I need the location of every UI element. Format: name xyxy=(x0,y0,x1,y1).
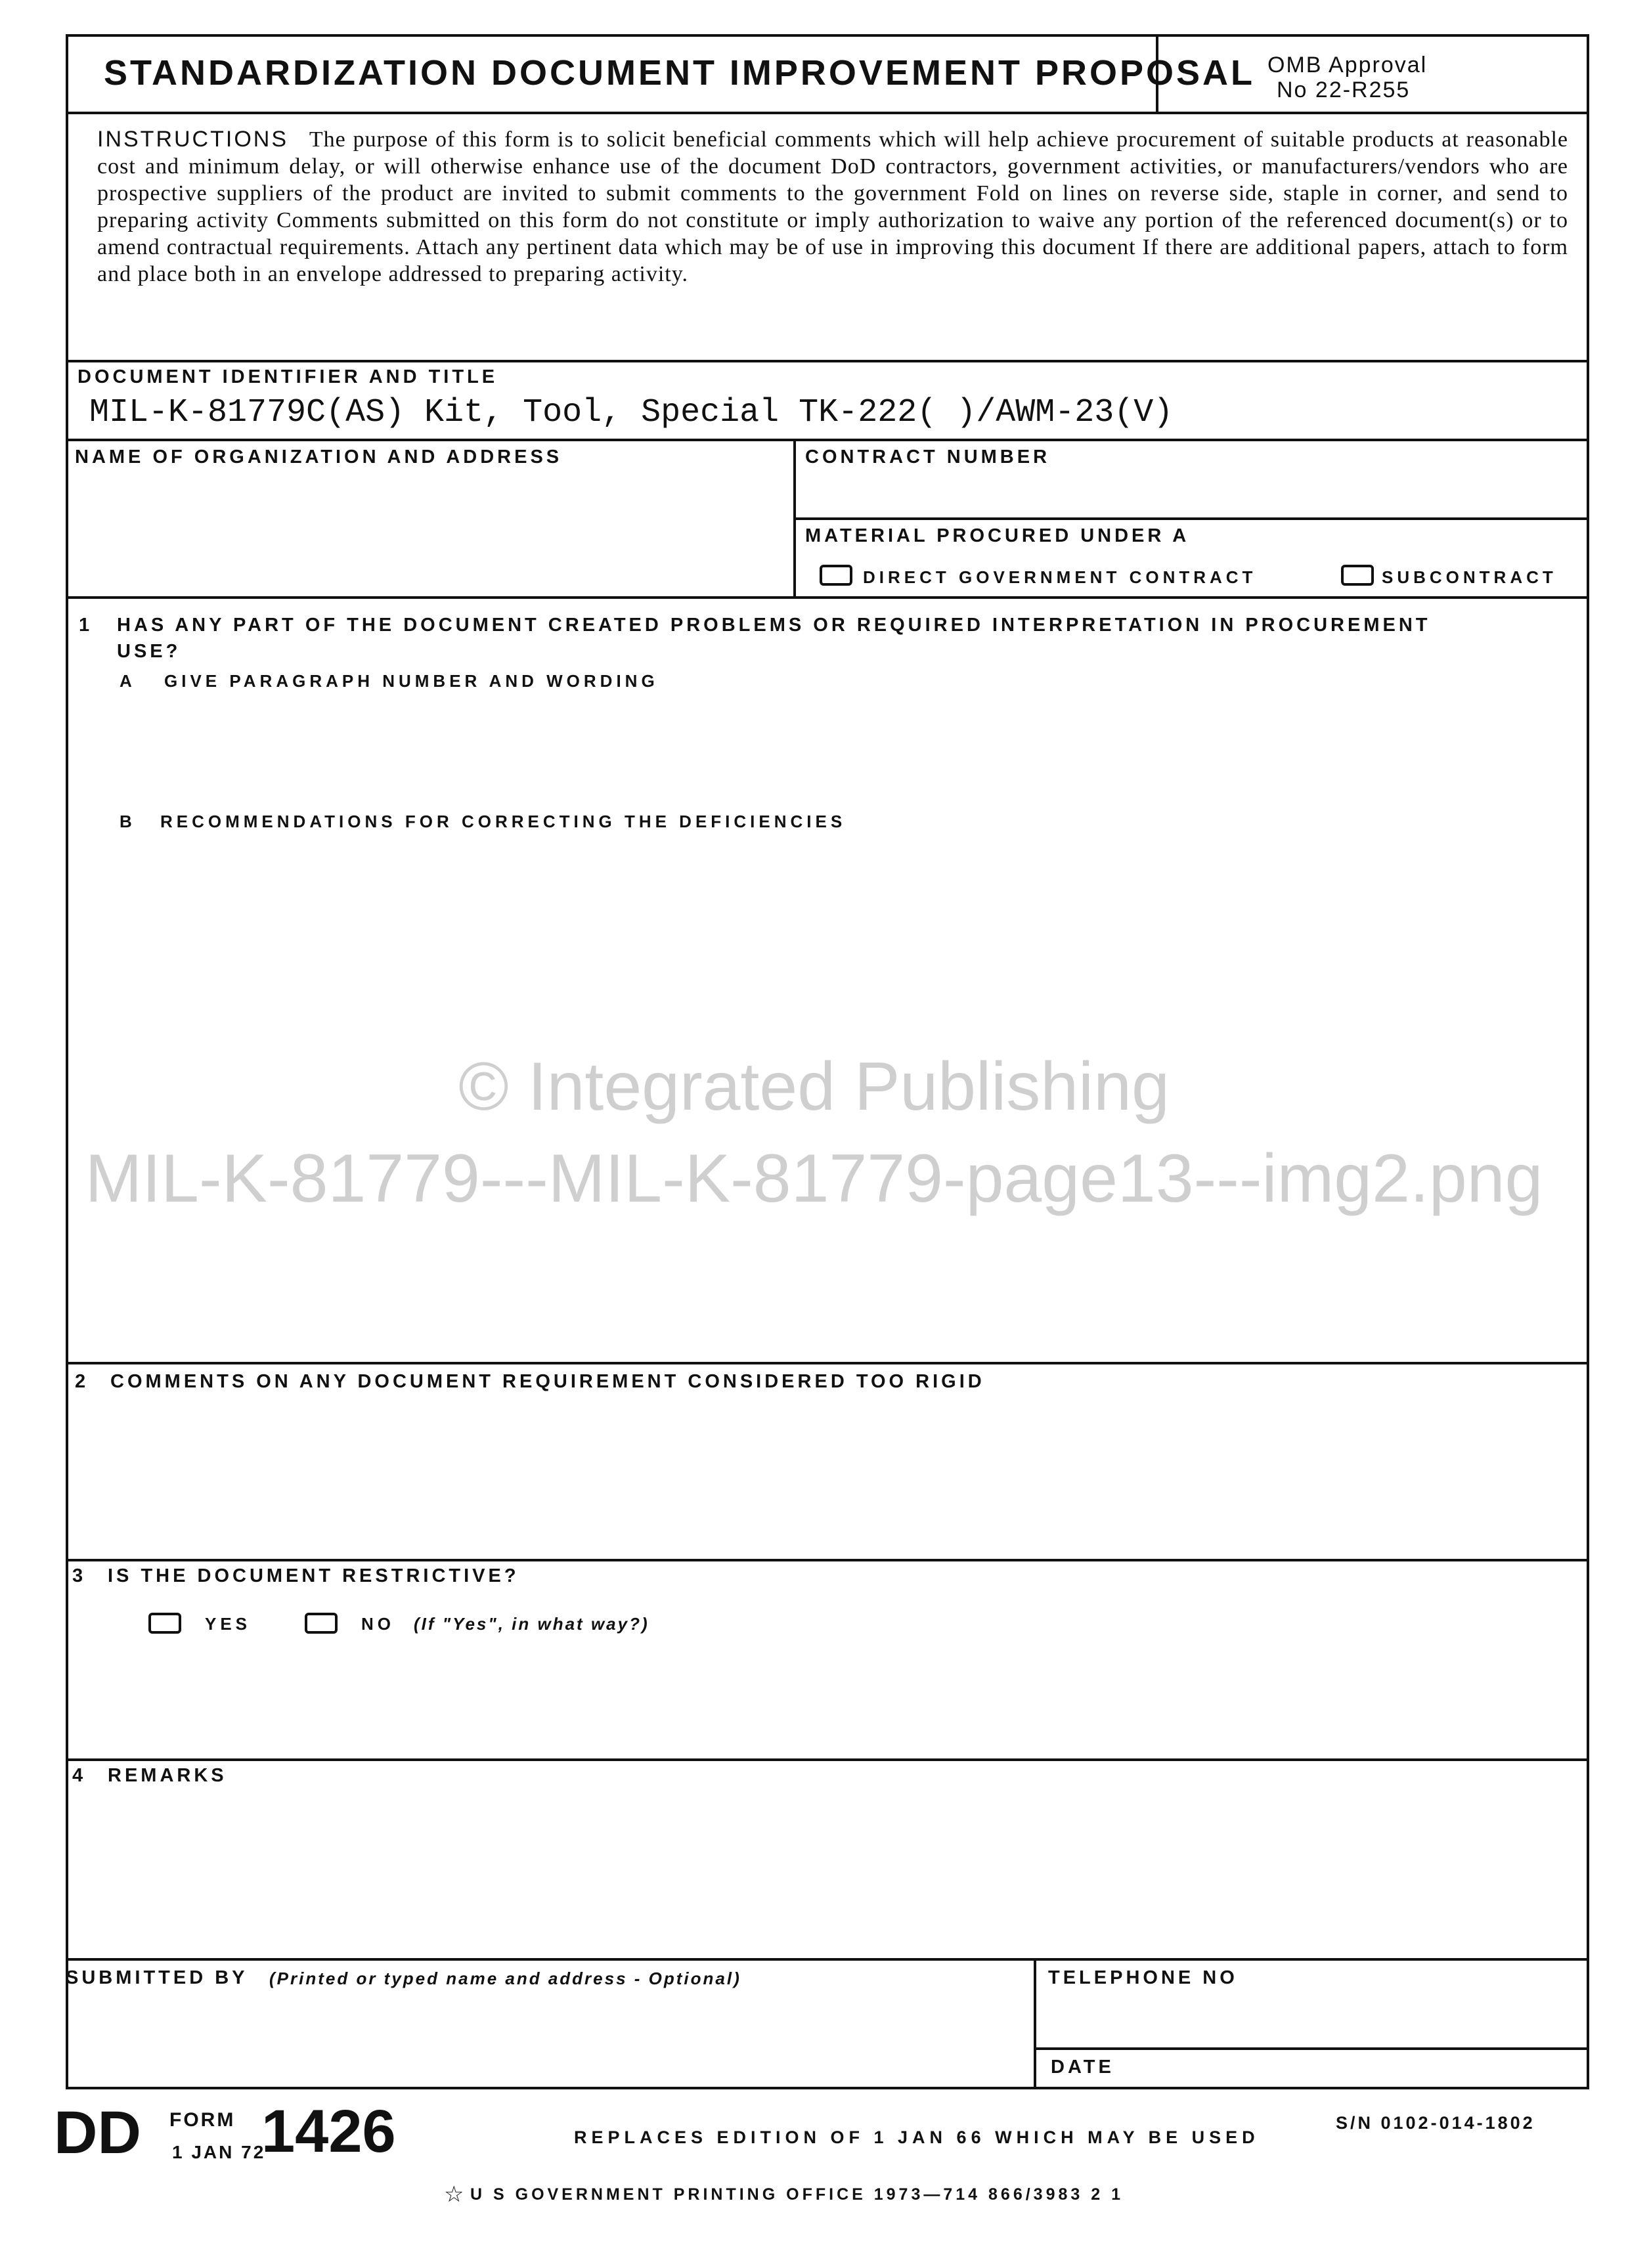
footer-gpo: U S GOVERNMENT PRINTING OFFICE 1973—714 866/3983 2 1 xyxy=(470,2185,1124,2204)
submitted-by-label: SUBMITTED BY xyxy=(66,1967,248,1988)
instructions-lead: INSTRUCTIONS xyxy=(97,127,288,152)
document-identifier-value[interactable]: MIL-K-81779C(AS) Kit, Tool, Special TK-222( )/AWM-23(V) xyxy=(89,394,1174,431)
footer-serial-number: S/N 0102-014-1802 xyxy=(1336,2113,1535,2133)
contract-number-label: CONTRACT NUMBER xyxy=(805,447,1051,468)
question1b-letter: B xyxy=(120,812,136,831)
question2-number: 2 xyxy=(75,1371,89,1392)
question1-text-line1: HAS ANY PART OF THE DOCUMENT CREATED PROBLEMS OR REQUIRED INTERPRETATION IN PROCUREMENT xyxy=(117,615,1431,636)
question2-text: COMMENTS ON ANY DOCUMENT REQUIREMENT CONSIDERED TOO RIGID xyxy=(110,1371,985,1392)
question2-field[interactable] xyxy=(110,1397,1568,1548)
question1a-letter: A xyxy=(120,671,136,691)
watermark-copyright: © Integrated Publishing xyxy=(458,1049,1170,1125)
organization-field[interactable] xyxy=(75,474,784,592)
document-identifier-label: DOCUMENT IDENTIFIER AND TITLE xyxy=(77,366,498,387)
no-checkbox[interactable] xyxy=(305,1613,338,1634)
question2-bottom-rule xyxy=(66,1559,1589,1561)
subcontract-label: SUBCONTRACT xyxy=(1382,567,1557,587)
question3-bottom-rule xyxy=(66,1758,1589,1761)
contract-bottom-rule xyxy=(793,517,1589,520)
telephone-field[interactable] xyxy=(1048,1994,1580,2039)
question3-text: IS THE DOCUMENT RESTRICTIVE? xyxy=(108,1565,519,1586)
form-title: STANDARDIZATION DOCUMENT IMPROVEMENT PROPOSAL xyxy=(104,53,1255,93)
question1-bottom-rule xyxy=(66,1362,1589,1364)
direct-contract-checkbox[interactable] xyxy=(820,565,852,586)
footer-form-date: 1 JAN 72 xyxy=(172,2142,266,2162)
instructions-bottom-rule xyxy=(66,360,1589,362)
question1-text-line2: USE? xyxy=(117,641,181,662)
footer-form-label: FORM xyxy=(169,2109,236,2131)
question1a-field[interactable] xyxy=(118,697,1563,796)
omb-approval-line2: No 22-R255 xyxy=(1277,77,1411,102)
watermark-filename: MIL-K-81779---MIL-K-81779-page13---img2.png xyxy=(85,1141,1543,1217)
yes-checkbox[interactable] xyxy=(148,1613,181,1634)
submitted-divider xyxy=(1034,1958,1036,2089)
date-label: DATE xyxy=(1051,2057,1114,2078)
subcontract-checkbox[interactable] xyxy=(1341,565,1374,586)
organization-label: NAME OF ORGANIZATION AND ADDRESS xyxy=(75,447,563,468)
footer-replaces: REPLACES EDITION OF 1 JAN 66 WHICH MAY BE USED xyxy=(574,2127,1260,2147)
document-bottom-rule xyxy=(66,439,1589,441)
question1-number: 1 xyxy=(79,615,93,636)
telephone-bottom-rule xyxy=(1034,2047,1589,2050)
contract-number-field[interactable] xyxy=(805,473,1580,513)
question4-bottom-rule xyxy=(66,1958,1589,1961)
question1a-text: GIVE PARAGRAPH NUMBER AND WORDING xyxy=(164,671,659,691)
remarks-field[interactable] xyxy=(108,1791,1566,1949)
direct-contract-label: DIRECT GOVERNMENT CONTRACT xyxy=(863,567,1257,587)
submitted-by-note: (Printed or typed name and address - Optional) xyxy=(269,1969,741,1988)
instructions-text: The purpose of this form is to solicit beneficial comments which will help achieve procurement of suitable products at reasonable cost and minimum delay, or will otherwise enhance use of the document DoD contractors, government activities, or manufacturers/vendors who are prospective suppliers of the product are invited to submit comments to the government Fold on lines on reverse side, staple in corner, and send to preparing activity Comments submitted on this form do not constitute or imply authorization to waive any portion of the referenced document(s) or to amend contractual requirements. Attach any pertinent data which may be of use in improving this document If there are additional papers, attach to form and place both in an envelope addressed to preparing activity. xyxy=(97,127,1568,286)
footer-form-number: 1426 xyxy=(261,2098,396,2165)
omb-approval-line1: OMB Approval xyxy=(1267,53,1428,77)
org-bottom-rule xyxy=(66,596,1589,599)
no-label: NO xyxy=(361,1614,395,1634)
question4-number: 4 xyxy=(72,1765,87,1786)
submitted-by-field[interactable] xyxy=(68,1994,1027,2085)
question1b-text: RECOMMENDATIONS FOR CORRECTING THE DEFICIENCIES xyxy=(160,812,847,831)
telephone-label: TELEPHONE NO xyxy=(1048,1967,1238,1988)
instructions-block xyxy=(97,126,1568,288)
yes-label: YES xyxy=(205,1614,252,1634)
material-procured-label: MATERIAL PROCURED UNDER A xyxy=(805,525,1190,546)
header-bottom-rule xyxy=(66,112,1589,114)
question4-text: REMARKS xyxy=(108,1765,227,1786)
no-note: (If "Yes", in what way?) xyxy=(414,1614,649,1634)
star-icon: ☆ xyxy=(444,2182,464,2207)
footer-dd: DD xyxy=(54,2099,141,2166)
question3-number: 3 xyxy=(72,1565,87,1586)
